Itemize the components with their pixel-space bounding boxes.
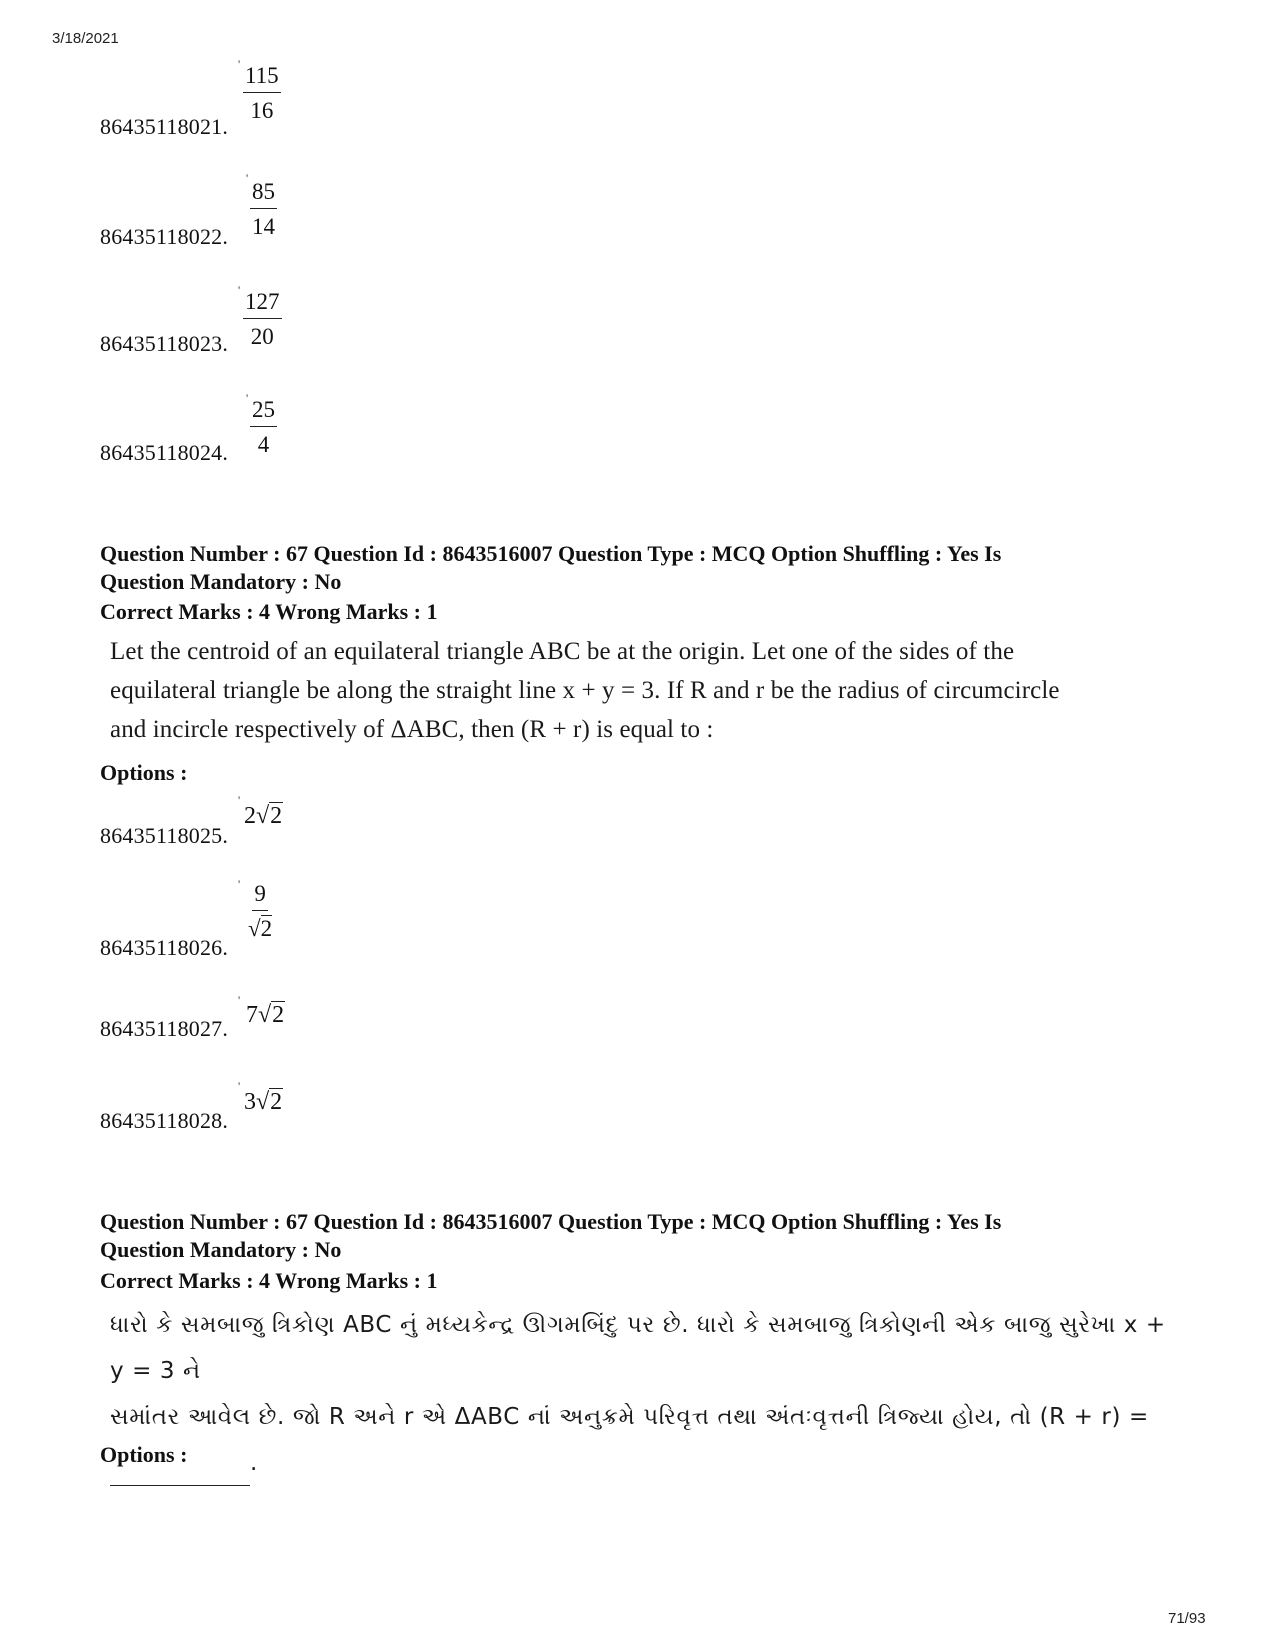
option-fraction bbox=[250, 398, 277, 456]
option-marker: ' bbox=[238, 793, 241, 807]
option-fraction bbox=[248, 882, 272, 940]
option-marker: ' bbox=[246, 391, 249, 405]
fraction-denominator: 4 bbox=[257, 432, 270, 457]
options-label: Options : bbox=[100, 1442, 188, 1467]
question-header bbox=[100, 540, 1150, 596]
option-id: 86435118022. bbox=[100, 224, 229, 249]
option-marker: ' bbox=[238, 283, 241, 297]
question-marks: Correct Marks : 4 Wrong Marks : 1 bbox=[100, 1268, 438, 1293]
fraction-numerator: 25 bbox=[250, 398, 277, 427]
page-number: 71/93 bbox=[1168, 1610, 1206, 1627]
option-id: 86435118024. bbox=[100, 440, 229, 465]
print-date: 3/18/2021 bbox=[52, 30, 119, 47]
question-header-line: Question Mandatory : No bbox=[100, 1237, 342, 1262]
question-text-line: Let the centroid of an equilateral triangle ABC be at the origin. Let one of the sides of the bbox=[110, 638, 1015, 665]
question-header-line: Question Number : 67 Question Id : 8643516007 Question Type : MCQ Option Shuffling : Yes Is bbox=[100, 1209, 1002, 1234]
radical-radicand: 2 bbox=[270, 803, 283, 829]
radical-coefficient: 7 bbox=[246, 1002, 258, 1028]
sqrt-symbol: √ bbox=[248, 916, 261, 941]
option-marker: ' bbox=[238, 877, 241, 891]
radical-radicand: 2 bbox=[270, 1089, 283, 1115]
options-label: Options : bbox=[100, 760, 188, 785]
radical-radicand: 2 bbox=[260, 916, 273, 941]
option-id: 86435118028. bbox=[100, 1108, 229, 1133]
option-fraction bbox=[243, 290, 282, 348]
fraction-denominator: 14 bbox=[252, 214, 275, 239]
question-text bbox=[110, 632, 1170, 749]
question-text-line: equilateral triangle be along the straight line x + y = 3. If R and r be the radius of circumcircle bbox=[110, 677, 1060, 704]
option-marker: ' bbox=[238, 57, 241, 71]
question-marks: Correct Marks : 4 Wrong Marks : 1 bbox=[100, 599, 438, 624]
fraction-numerator: 85 bbox=[250, 180, 277, 209]
fraction-numerator: 115 bbox=[243, 64, 281, 93]
radical-coefficient: 3 bbox=[244, 1089, 256, 1115]
option-id: 86435118023. bbox=[100, 331, 229, 356]
question-text bbox=[110, 1302, 1180, 1486]
option-marker: ' bbox=[238, 993, 241, 1007]
option-id: 86435118025. bbox=[100, 823, 229, 848]
fraction-numerator: 127 bbox=[243, 290, 282, 319]
option-radical bbox=[244, 1090, 283, 1114]
radical-coefficient: 2 bbox=[244, 803, 256, 829]
question-header-line: Question Mandatory : No bbox=[100, 569, 342, 594]
option-id: 86435118027. bbox=[100, 1016, 229, 1041]
question-text-line: ધારો કે સમબાજુ ત્રિકોણ ABC નું મધ્યકેન્દ્ર ઊગમબિંદુ પર છે. ધારો કે સમબાજુ ત્રિકોણની એક બાજુ સુરેખા x + y = 3 ને bbox=[110, 1312, 1166, 1384]
question-header-line: Question Number : 67 Question Id : 8643516007 Question Type : MCQ Option Shuffling : Yes Is bbox=[100, 541, 1002, 566]
option-id: 86435118026. bbox=[100, 935, 229, 960]
question-text-line: સમાંતર આવેલ છે. જો R અને r એ ΔABC નાં અનુક્રમે પરિવૃત્ત તથા અંતઃવૃત્તની ત્રિજ્યા હોય, તો (R + r) = bbox=[110, 1404, 1149, 1430]
fraction-numerator: 9 bbox=[252, 882, 268, 911]
option-fraction bbox=[250, 180, 277, 238]
fraction-denominator: 20 bbox=[250, 324, 274, 349]
sqrt-symbol: √ bbox=[256, 803, 270, 829]
radical-radicand: 2 bbox=[272, 1002, 285, 1028]
option-fraction bbox=[243, 64, 281, 122]
fraction-denominator: 16 bbox=[250, 98, 274, 123]
question-header bbox=[100, 1208, 1150, 1264]
option-radical bbox=[246, 1003, 285, 1027]
text-suffix: . bbox=[250, 1450, 258, 1476]
option-id: 86435118021. bbox=[100, 114, 229, 139]
question-text-line: and incircle respectively of ΔABC, then (R + r) is equal to : bbox=[110, 716, 714, 743]
option-marker: ' bbox=[246, 171, 249, 185]
option-radical bbox=[244, 804, 283, 828]
sqrt-symbol: √ bbox=[256, 1089, 270, 1115]
question-text-line bbox=[110, 1440, 1180, 1486]
fraction-denominator bbox=[248, 911, 272, 940]
sqrt-symbol: √ bbox=[258, 1002, 272, 1028]
option-marker: ' bbox=[238, 1079, 241, 1093]
